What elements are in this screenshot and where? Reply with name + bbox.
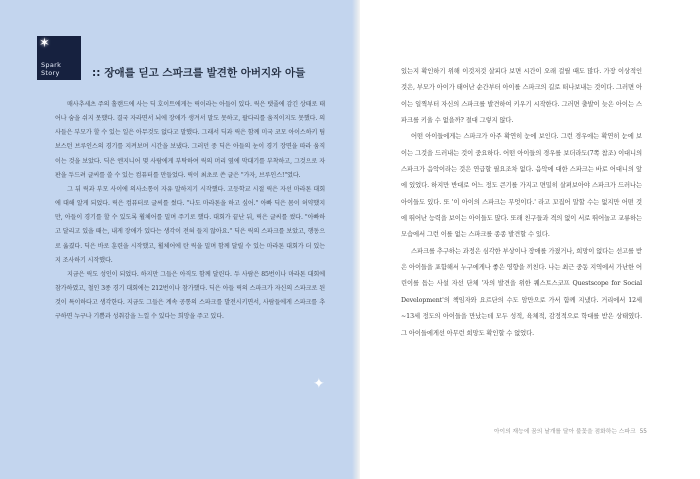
story-box-body: [55, 98, 325, 325]
story-paragraph: 그 뒤 릭과 부모 사이에 의사소통이 자유 말하지기 시작했다. 고등학교 시절 릭은 자선 마라톤 대회에 대해 알게 되었다. 릭은 컴퓨터로 글씨를 썼다. "나도 마라톤을 하고 싶어." 아빠 딕은 몸이 허약했지만, 아들이 경기를 할 수 있도록 휠체어를 밀며 주기로 했다. 대회가 끝난 뒤, 릭은 글씨를 썼다. "아빠하고 달리고 있을 때는, 내게 장애가 있다는 생각이 전혀 들지 않아요." 딕은 릭의 스파크를 보았고, 행동으로 옮겼다. 딕은 바로 훈련을 시작했고, 휠체어에 탄 릭을 밀며 함께 달릴 수 있는 마라톤 대회가 더 있는지 조사하기 시작했다.: [55, 185, 325, 264]
spark-story-badge: [37, 36, 81, 80]
body-paragraph: 어떤 아이들에게는 스파크가 아주 확연히 눈에 보인다. 그런 경우에는 확연히 눈에 보이는 그것을 드러내는 것이 중요하다. 어떤 아이들의 경우를 보더라도(7쪽 참조) 이대니의 스파크가 음악이라는 것은 연급할 필요조차 없다. 음악에 대한 스파크는 바로 어대니의 앞에 있었다. 하지만 반대로 어느 정도 큰기를 가지고 면밀히 살펴보아야 스파크가 드러나는 아이들도 있다. 또 '이 아이의 스파크는 무엇이다.' 라고 꼬집어 말할 수는 없지만 어떤 것에 뛰어난 능력을 보이는 아이들도 많다. 또래 친구들과 격의 없이 서로 뛰어놀고 교류하는 모습에서 그런 이를 없는 스파크를 종종 발견할 수 있다.: [401, 133, 642, 239]
story-paragraph: 매사추세츠 주의 홀랜드에 사는 딕 호이트에게는 릭이라는 아들이 있다. 릭은 탯줄에 감긴 상태로 태어나 숨을 쉬지 못했다. 결국 자라면서 뇌에 장애가 생겨서 말도 못하고, 팔다리를 움직이지도 못했다. 의사들은 부모가 할 수 있는 일은 아무것도 없다고 말했다. 그래서 딕과 릭은 함께 미국 코모 아이스하키 팀 보스턴 브루인스의 경기를 지켜보며 시간을 보냈다. 그러던 중 딕은 아들의 눈이 경기 장면을 따라 움직이는 것을 보았다. 딕은 엔지니어 몇 사람에게 부탁하여 릭의 머리 옆에 막대기를 부착하고, 그것으로 자판을 두드려 글씨를 쓸 수 있는 컴퓨터를 만들었다. 릭이 최초로 쓴 글은 "가자, 브루인스!"였다.: [55, 101, 325, 179]
body-paragraph: 스파크를 추구하는 과정은 심각한 부상이나 장애를 가졌거나, 희망이 없다는 선고를 받은 아이들을 포함해서 누구에게나 좋은 영향을 끼친다. 나는 최근 중동 지역에서 가난한 어린이를 돕는 사설 자선 단체 '자의 발견을 위한 퀘스트스코프 Questscope for Social Development'의 책임자와 요르단의 수도 암만으로 가서 함께 지냈다. 거리에서 12세~13세 정도의 아이들을 만났는데 모두 성적, 육체적, 감정적으로 학대를 받은 상태였다. 그 아이들에게선 아무런 희망도 확인할 수 없었다.: [401, 247, 642, 337]
page-number: 55: [639, 429, 647, 435]
page-gutter: [352, 0, 360, 479]
box-title: [92, 65, 305, 80]
main-body-text: [401, 64, 642, 342]
sparkle-icon: ✦: [313, 376, 325, 392]
box-title-text: 장애를 딛고 스파크를 발견한 아버지와 아들: [104, 67, 306, 79]
badge-label: Spark Story: [41, 61, 62, 77]
body-paragraph: 있는지 확인하기 위해 이것저것 살피다 보면 시간이 오래 걸릴 때도 많다. 가장 이상적인 것은, 부모가 아이가 태어난 순간부터 아이를 스파크의 길로 떠나보내는 것이다. 그러면 아이는 일찍부터 자신의 스파크를 발견하여 키우기 시작한다. 그러면 출발이 늦은 아이는 스파크를 키울 수 없을까? 절대 그렇지 않다.: [401, 68, 642, 125]
story-paragraph: 지금은 릭도 성인이 되었다. 하지만 그들은 아직도 함께 달린다. 두 사람은 85번이나 마라톤 대회에 참가하였고, 철인 3종 경기 대회에는 212번이나 참가했다. 딕은 아들 릭의 스파크가 자신의 스파크로 된 것이 특이하다고 생각한다. 지금도 그들은 계속 공통의 스파크를 발전시키면서, 사람들에게 스파크를 추구하면 누구나 기쁨과 성취감을 느낄 수 있다는 희망을 주고 있다.: [55, 270, 325, 321]
title-marker: ::: [92, 67, 101, 79]
running-title: 아이의 재능에 꿈의 날개를 달아 불꽃을 점화하는 스파크: [493, 429, 636, 435]
sparkle-star-icon: ✶: [39, 36, 50, 51]
page-footer: [494, 426, 647, 435]
